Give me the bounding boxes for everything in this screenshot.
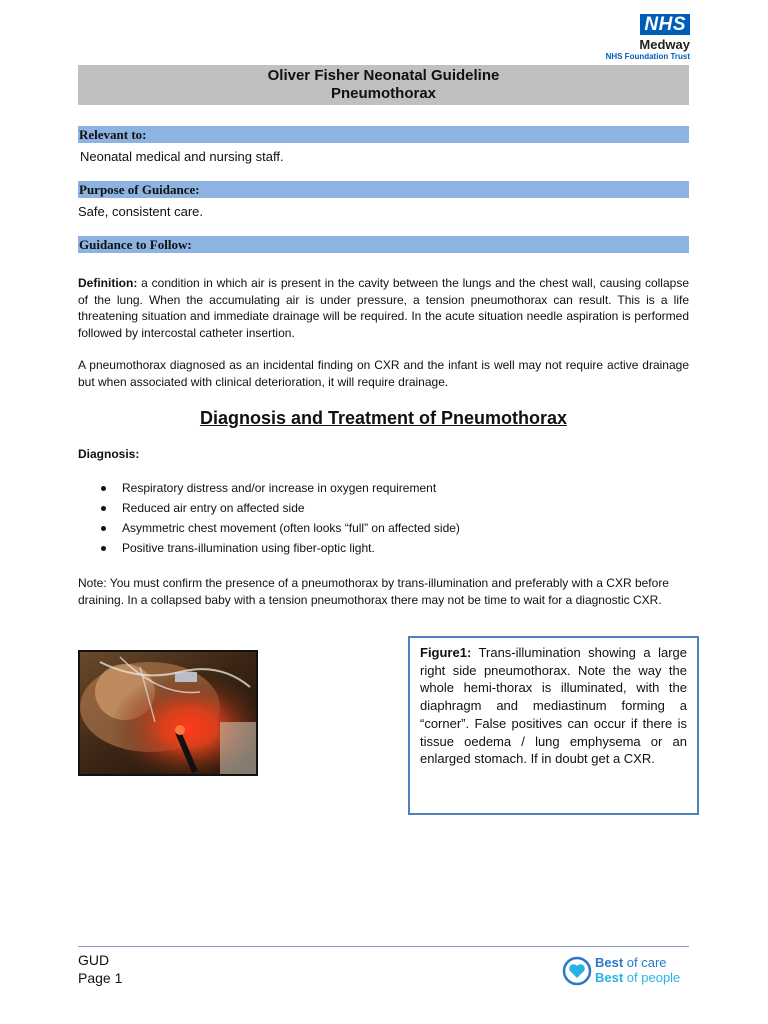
footer-document-code: GUD [78, 952, 110, 968]
transillumination-photo [78, 650, 258, 776]
guideline-title: Oliver Fisher Neonatal Guideline [267, 67, 500, 84]
purpose-text: Safe, consistent care. [78, 204, 204, 219]
diagnosis-label: Diagnosis: [78, 447, 140, 461]
footer-page-number: Page 1 [78, 970, 123, 986]
incidental-paragraph: A pneumothorax diagnosed as an incidental finding on CXR and the infant is well may not require active drainage but when associated with clinical deterioration, it will require drainage. [78, 358, 689, 389]
list-item: Respiratory distress and/or increase in oxygen requirement [100, 478, 660, 498]
brand-line-1: Best of care [595, 955, 667, 970]
figure-caption-box [408, 636, 699, 815]
guideline-subtitle: Pneumothorax [330, 85, 436, 102]
guideline-title-box [78, 65, 689, 105]
heart-circle-icon [562, 956, 592, 986]
list-item: Reduced air entry on affected side [100, 498, 660, 518]
note-paragraph: Note: You must confirm the presence of a pneumothorax by trans-illumination and preferably with a CXR before draining. In a collapsed baby with a tension pneumothorax there may not be time to wait for a diagnostic CXR. [78, 576, 669, 607]
figure-text: Trans-illumination showing a large right side pneumothorax. Note the way the whole hemi-thorax is illuminated, with the diaphragm and mediastinum forming a “corner”. False positives can occur if there is tissue oedema / lung emphysema or an enlarged stomach. If in doubt get a CXR. [420, 645, 687, 767]
figure-label: Figure1: [420, 645, 472, 660]
section-heading-diagnosis-treatment: Diagnosis and Treatment of Pneumothorax [199, 408, 568, 428]
best-of-care-logo [562, 955, 694, 989]
brand-line-2: Best of people [595, 970, 681, 985]
trust-name: NHS Foundation Trust [605, 52, 690, 61]
definition-paragraph [78, 275, 689, 341]
diagnosis-list [100, 478, 660, 558]
list-item: Positive trans-illumination using fiber-optic light. [100, 538, 660, 558]
list-item: Asymmetric chest movement (often looks “full” on affected side) [100, 518, 660, 538]
org-name: Medway [639, 37, 690, 52]
relevant-heading: Relevant to: [78, 126, 689, 143]
nhs-logo [598, 14, 690, 62]
guidance-heading: Guidance to Follow: [78, 236, 689, 253]
nhs-badge: NHS [640, 14, 690, 35]
definition-label: Definition: [78, 276, 138, 290]
relevant-text: Neonatal medical and nursing staff. [80, 149, 284, 164]
purpose-heading: Purpose of Guidance: [78, 181, 689, 198]
footer-divider [78, 946, 689, 947]
definition-text: a condition in which air is present in the cavity between the lungs and the chest wall, causing collapse of the lung. When the accumulating air is under pressure, a tension pneumothorax can result. This is a life threatening situation and immediate drainage will be required. In the acute situation needle aspiration is performed followed by intercostal catheter insertion. [78, 276, 689, 340]
